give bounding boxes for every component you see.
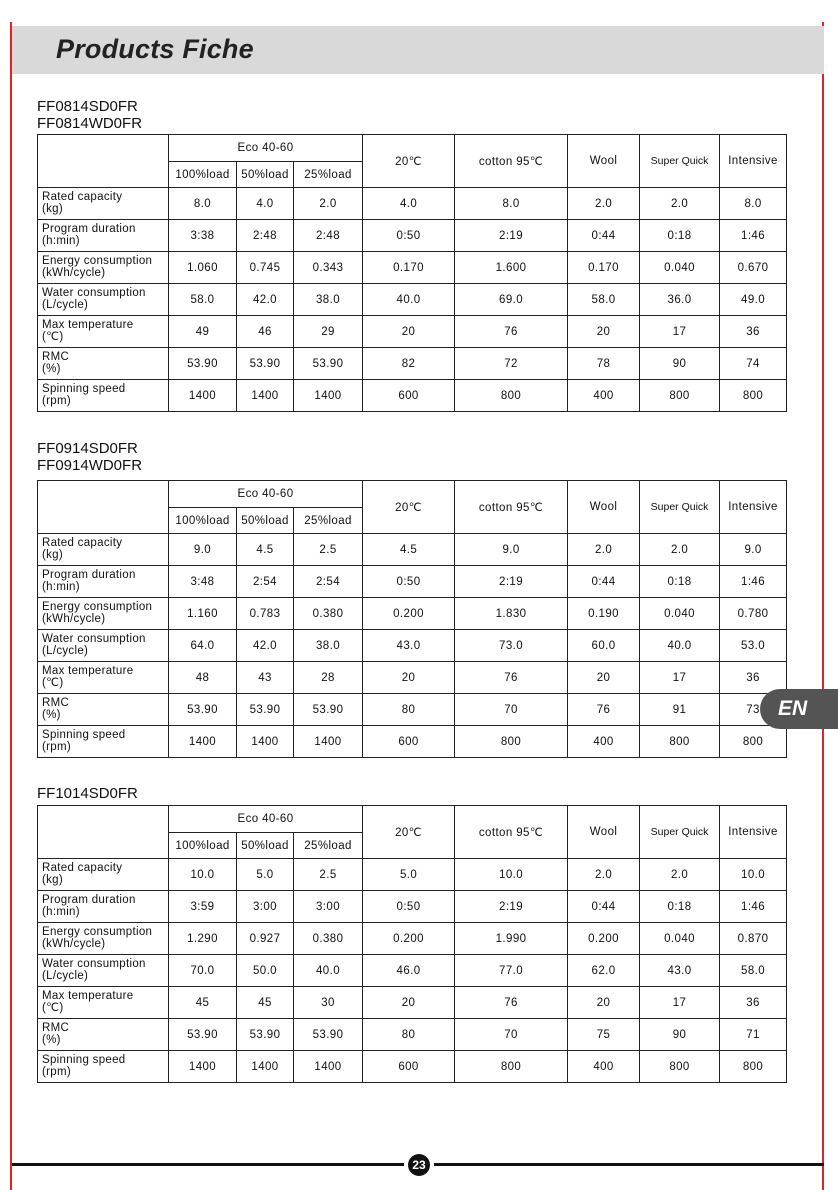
table-cell: 3:00 bbox=[237, 891, 294, 923]
row-label-line: Rated capacity bbox=[42, 537, 123, 549]
table-cell: 0.200 bbox=[363, 598, 455, 630]
row-label-line: Max temperature bbox=[42, 665, 134, 677]
table-cell: 20 bbox=[568, 662, 640, 694]
column-header: 20℃ bbox=[363, 806, 455, 859]
table-cell: 76 bbox=[455, 662, 568, 694]
table-row bbox=[38, 662, 787, 694]
table-row bbox=[38, 380, 787, 412]
table-cell: 43 bbox=[237, 662, 294, 694]
table-cell: 75 bbox=[568, 1019, 640, 1051]
table-cell: 64.0 bbox=[169, 630, 237, 662]
row-label-unit: (%) bbox=[42, 1033, 61, 1046]
table-cell: 53.90 bbox=[237, 694, 294, 726]
table-cell: 76 bbox=[455, 316, 568, 348]
row-label-line: Program duration bbox=[42, 569, 136, 581]
table-cell: 5.0 bbox=[363, 859, 455, 891]
row-label-line: Rated capacity bbox=[42, 862, 123, 874]
table-cell: 0.380 bbox=[294, 598, 363, 630]
table-cell: 1400 bbox=[169, 1051, 237, 1083]
table-cell: 69.0 bbox=[455, 284, 568, 316]
row-label bbox=[38, 987, 169, 1019]
table-cell: 53.90 bbox=[169, 694, 237, 726]
row-label-line: Max temperature bbox=[42, 319, 134, 331]
table-cell: 2.0 bbox=[640, 534, 720, 566]
table-cell: 38.0 bbox=[294, 630, 363, 662]
table-cell: 1400 bbox=[294, 380, 363, 412]
row-label bbox=[38, 859, 169, 891]
column-subheader: 25%load bbox=[294, 162, 363, 188]
column-header: 20℃ bbox=[363, 481, 455, 534]
row-label-line: Spinning speed bbox=[42, 1054, 126, 1066]
column-header-eco: Eco 40-60 bbox=[169, 135, 363, 162]
table-cell: 73.0 bbox=[455, 630, 568, 662]
row-label-unit: (℃) bbox=[42, 1001, 64, 1014]
page-header bbox=[12, 26, 824, 74]
table-cell: 45 bbox=[169, 987, 237, 1019]
row-label-line: Energy consumption bbox=[42, 926, 153, 938]
table-cell: 800 bbox=[640, 726, 720, 758]
table-cell: 8.0 bbox=[455, 188, 568, 220]
table-cell: 2:19 bbox=[455, 220, 568, 252]
table-cell: 0.200 bbox=[363, 923, 455, 955]
row-label bbox=[38, 923, 169, 955]
row-label-line: Program duration bbox=[42, 894, 136, 906]
table-cell: 0.200 bbox=[568, 923, 640, 955]
table-cell: 2.0 bbox=[640, 859, 720, 891]
row-label-line: Spinning speed bbox=[42, 729, 126, 741]
column-subheader: 25%load bbox=[294, 508, 363, 534]
table-cell: 62.0 bbox=[568, 955, 640, 987]
row-label-unit: (rpm) bbox=[42, 740, 71, 753]
products-fiche-table bbox=[37, 805, 787, 1083]
row-label-line: RMC bbox=[42, 697, 70, 709]
table-cell: 0:18 bbox=[640, 566, 720, 598]
table-cell: 0.783 bbox=[237, 598, 294, 630]
table-cell: 0:50 bbox=[363, 891, 455, 923]
table-row bbox=[38, 859, 787, 891]
products-fiche-table bbox=[37, 480, 787, 758]
column-header: Intensive bbox=[720, 481, 787, 534]
table-cell: 71 bbox=[720, 1019, 787, 1051]
row-label-unit: (L/cycle) bbox=[42, 298, 89, 311]
corner-cell bbox=[38, 806, 169, 859]
table-cell: 2.0 bbox=[568, 188, 640, 220]
table-cell: 800 bbox=[455, 380, 568, 412]
row-label-unit: (h:min) bbox=[42, 234, 80, 247]
table-cell: 400 bbox=[568, 380, 640, 412]
table-cell: 4.5 bbox=[237, 534, 294, 566]
table-cell: 9.0 bbox=[169, 534, 237, 566]
row-label-unit: (%) bbox=[42, 708, 61, 721]
table-cell: 0:44 bbox=[568, 220, 640, 252]
table-cell: 1:46 bbox=[720, 220, 787, 252]
table-cell: 53.90 bbox=[294, 1019, 363, 1051]
row-label bbox=[38, 380, 169, 412]
row-label bbox=[38, 252, 169, 284]
table-cell: 8.0 bbox=[720, 188, 787, 220]
table-cell: 53.90 bbox=[294, 348, 363, 380]
row-label bbox=[38, 188, 169, 220]
table-cell: 4.0 bbox=[363, 188, 455, 220]
row-label bbox=[38, 598, 169, 630]
row-label-unit: (kg) bbox=[42, 873, 64, 886]
table-cell: 49.0 bbox=[720, 284, 787, 316]
table-cell: 20 bbox=[568, 316, 640, 348]
table-cell: 2:54 bbox=[237, 566, 294, 598]
table-cell: 80 bbox=[363, 1019, 455, 1051]
model-name: FF0914WD0FR bbox=[37, 457, 143, 474]
column-subheader: 100%load bbox=[169, 162, 237, 188]
table-cell: 4.0 bbox=[237, 188, 294, 220]
model-names-3 bbox=[37, 785, 138, 802]
table-cell: 30 bbox=[294, 987, 363, 1019]
column-subheader: 25%load bbox=[294, 833, 363, 859]
table-cell: 1400 bbox=[294, 1051, 363, 1083]
row-label bbox=[38, 891, 169, 923]
table-cell: 53.90 bbox=[237, 1019, 294, 1051]
footer-rule-left bbox=[12, 1163, 404, 1166]
table-cell: 1400 bbox=[237, 726, 294, 758]
table-cell: 17 bbox=[640, 987, 720, 1019]
table-cell: 2.5 bbox=[294, 534, 363, 566]
row-label-unit: (℃) bbox=[42, 330, 64, 343]
table-row bbox=[38, 188, 787, 220]
table-cell: 0.927 bbox=[237, 923, 294, 955]
table-cell: 1400 bbox=[237, 1051, 294, 1083]
table-cell: 42.0 bbox=[237, 630, 294, 662]
table-cell: 0.040 bbox=[640, 598, 720, 630]
table-cell: 29 bbox=[294, 316, 363, 348]
row-label-unit: (h:min) bbox=[42, 580, 80, 593]
table-cell: 3:38 bbox=[169, 220, 237, 252]
table-cell: 20 bbox=[363, 987, 455, 1019]
column-subheader: 50%load bbox=[237, 833, 294, 859]
table-cell: 1400 bbox=[294, 726, 363, 758]
table-cell: 3:00 bbox=[294, 891, 363, 923]
table-row bbox=[38, 220, 787, 252]
table-cell: 800 bbox=[455, 726, 568, 758]
table-cell: 53.0 bbox=[720, 630, 787, 662]
column-subheader: 100%load bbox=[169, 508, 237, 534]
table-cell: 600 bbox=[363, 380, 455, 412]
table-cell: 800 bbox=[720, 726, 787, 758]
column-header: cotton 95℃ bbox=[455, 806, 568, 859]
table-row bbox=[38, 1051, 787, 1083]
table-cell: 46 bbox=[237, 316, 294, 348]
table-cell: 50.0 bbox=[237, 955, 294, 987]
table-cell: 2.0 bbox=[640, 188, 720, 220]
model-name: FF0814SD0FR bbox=[37, 98, 138, 115]
table-cell: 90 bbox=[640, 1019, 720, 1051]
table-cell: 45 bbox=[237, 987, 294, 1019]
table-cell: 5.0 bbox=[237, 859, 294, 891]
row-label bbox=[38, 955, 169, 987]
row-label-line: Rated capacity bbox=[42, 191, 123, 203]
table-row bbox=[38, 891, 787, 923]
table-cell: 0:44 bbox=[568, 566, 640, 598]
column-header: Wool bbox=[568, 806, 640, 859]
table-row bbox=[38, 284, 787, 316]
table-row bbox=[38, 598, 787, 630]
table-cell: 70.0 bbox=[169, 955, 237, 987]
column-header: Intensive bbox=[720, 135, 787, 188]
table-cell: 43.0 bbox=[640, 955, 720, 987]
table-cell: 20 bbox=[363, 662, 455, 694]
row-label-line: Max temperature bbox=[42, 990, 134, 1002]
table-cell: 800 bbox=[640, 380, 720, 412]
row-label bbox=[38, 662, 169, 694]
table-cell: 74 bbox=[720, 348, 787, 380]
table-cell: 46.0 bbox=[363, 955, 455, 987]
table-cell: 40.0 bbox=[363, 284, 455, 316]
table-cell: 20 bbox=[568, 987, 640, 1019]
row-label bbox=[38, 220, 169, 252]
table-cell: 2:19 bbox=[455, 566, 568, 598]
row-label-line: Water consumption bbox=[42, 287, 146, 299]
table-cell: 0.870 bbox=[720, 923, 787, 955]
column-header: Wool bbox=[568, 135, 640, 188]
table-cell: 43.0 bbox=[363, 630, 455, 662]
table-cell: 0:18 bbox=[640, 220, 720, 252]
row-label-line: Spinning speed bbox=[42, 383, 126, 395]
table-row bbox=[38, 348, 787, 380]
column-header: Intensive bbox=[720, 806, 787, 859]
column-header: cotton 95℃ bbox=[455, 135, 568, 188]
table-cell: 4.5 bbox=[363, 534, 455, 566]
table-cell: 2.5 bbox=[294, 859, 363, 891]
table-cell: 1:46 bbox=[720, 891, 787, 923]
table-cell: 1400 bbox=[237, 380, 294, 412]
row-label-unit: (kWh/cycle) bbox=[42, 266, 106, 279]
table-cell: 1.600 bbox=[455, 252, 568, 284]
table-cell: 0:18 bbox=[640, 891, 720, 923]
table-cell: 90 bbox=[640, 348, 720, 380]
column-header: 20℃ bbox=[363, 135, 455, 188]
table-cell: 0:44 bbox=[568, 891, 640, 923]
table-cell: 17 bbox=[640, 662, 720, 694]
row-label-unit: (h:min) bbox=[42, 905, 80, 918]
table-cell: 2:19 bbox=[455, 891, 568, 923]
table-cell: 400 bbox=[568, 726, 640, 758]
table-cell: 1.160 bbox=[169, 598, 237, 630]
table-cell: 600 bbox=[363, 726, 455, 758]
row-label bbox=[38, 1051, 169, 1083]
column-header: Super Quick bbox=[640, 135, 720, 188]
table-cell: 91 bbox=[640, 694, 720, 726]
model-name: FF1014SD0FR bbox=[37, 785, 138, 802]
table-cell: 1.990 bbox=[455, 923, 568, 955]
table-row bbox=[38, 252, 787, 284]
table-cell: 2:48 bbox=[294, 220, 363, 252]
table-cell: 0.380 bbox=[294, 923, 363, 955]
column-header: cotton 95℃ bbox=[455, 481, 568, 534]
table-cell: 800 bbox=[720, 380, 787, 412]
row-label-line: Water consumption bbox=[42, 958, 146, 970]
table-cell: 10.0 bbox=[169, 859, 237, 891]
table-cell: 36.0 bbox=[640, 284, 720, 316]
table-row bbox=[38, 726, 787, 758]
table-cell: 9.0 bbox=[455, 534, 568, 566]
table-row bbox=[38, 630, 787, 662]
table-cell: 800 bbox=[455, 1051, 568, 1083]
table-cell: 76 bbox=[568, 694, 640, 726]
table-cell: 8.0 bbox=[169, 188, 237, 220]
row-label-unit: (kWh/cycle) bbox=[42, 612, 106, 625]
table-cell: 0.670 bbox=[720, 252, 787, 284]
model-names-2 bbox=[37, 440, 142, 474]
table-cell: 72 bbox=[455, 348, 568, 380]
row-label bbox=[38, 566, 169, 598]
table-cell: 0.343 bbox=[294, 252, 363, 284]
table-cell: 60.0 bbox=[568, 630, 640, 662]
table-cell: 0:50 bbox=[363, 566, 455, 598]
table-cell: 0.745 bbox=[237, 252, 294, 284]
column-subheader: 50%load bbox=[237, 508, 294, 534]
table-cell: 58.0 bbox=[720, 955, 787, 987]
table-cell: 76 bbox=[455, 987, 568, 1019]
table-cell: 400 bbox=[568, 1051, 640, 1083]
row-label bbox=[38, 630, 169, 662]
column-header-eco: Eco 40-60 bbox=[169, 481, 363, 508]
table-cell: 10.0 bbox=[455, 859, 568, 891]
row-label-line: Energy consumption bbox=[42, 255, 153, 267]
row-label-line: RMC bbox=[42, 351, 70, 363]
row-label bbox=[38, 726, 169, 758]
table-cell: 600 bbox=[363, 1051, 455, 1083]
language-tab: EN bbox=[760, 689, 838, 729]
row-label-unit: (L/cycle) bbox=[42, 969, 89, 982]
table-cell: 70 bbox=[455, 694, 568, 726]
products-fiche-table bbox=[37, 134, 787, 412]
table-cell: 53.90 bbox=[169, 348, 237, 380]
row-label-line: Program duration bbox=[42, 223, 136, 235]
table-cell: 20 bbox=[363, 316, 455, 348]
table-cell: 1400 bbox=[169, 380, 237, 412]
row-label-line: RMC bbox=[42, 1022, 70, 1034]
table-cell: 1400 bbox=[169, 726, 237, 758]
table-cell: 58.0 bbox=[169, 284, 237, 316]
table-cell: 800 bbox=[720, 1051, 787, 1083]
model-names-1 bbox=[37, 98, 142, 132]
table-cell: 2.0 bbox=[568, 534, 640, 566]
table-cell: 40.0 bbox=[640, 630, 720, 662]
column-header: Super Quick bbox=[640, 481, 720, 534]
row-label-line: Energy consumption bbox=[42, 601, 153, 613]
page-title: Products Fiche bbox=[56, 34, 254, 64]
column-subheader: 50%load bbox=[237, 162, 294, 188]
row-label bbox=[38, 1019, 169, 1051]
table-row bbox=[38, 316, 787, 348]
table-cell: 77.0 bbox=[455, 955, 568, 987]
table-cell: 2.0 bbox=[294, 188, 363, 220]
row-label bbox=[38, 316, 169, 348]
table-row bbox=[38, 694, 787, 726]
table-cell: 2:54 bbox=[294, 566, 363, 598]
row-label bbox=[38, 348, 169, 380]
table-cell: 42.0 bbox=[237, 284, 294, 316]
table-row bbox=[38, 987, 787, 1019]
table-row bbox=[38, 923, 787, 955]
row-label-unit: (%) bbox=[42, 362, 61, 375]
corner-cell bbox=[38, 481, 169, 534]
model-name: FF0814WD0FR bbox=[37, 115, 143, 132]
footer-rule-right bbox=[434, 1163, 824, 1166]
table-cell: 58.0 bbox=[568, 284, 640, 316]
table-cell: 17 bbox=[640, 316, 720, 348]
table-cell: 0:50 bbox=[363, 220, 455, 252]
table-cell: 2.0 bbox=[568, 859, 640, 891]
table-cell: 49 bbox=[169, 316, 237, 348]
table-row bbox=[38, 955, 787, 987]
row-label-line: Water consumption bbox=[42, 633, 146, 645]
table-cell: 1.830 bbox=[455, 598, 568, 630]
table-cell: 9.0 bbox=[720, 534, 787, 566]
table-cell: 70 bbox=[455, 1019, 568, 1051]
table-cell: 0.040 bbox=[640, 923, 720, 955]
table-row bbox=[38, 1019, 787, 1051]
corner-cell bbox=[38, 135, 169, 188]
table-cell: 0.170 bbox=[568, 252, 640, 284]
column-header: Super Quick bbox=[640, 806, 720, 859]
column-subheader: 100%load bbox=[169, 833, 237, 859]
table-cell: 28 bbox=[294, 662, 363, 694]
row-label-unit: (℃) bbox=[42, 676, 64, 689]
table-cell: 82 bbox=[363, 348, 455, 380]
table-cell: 53.90 bbox=[294, 694, 363, 726]
row-label-unit: (L/cycle) bbox=[42, 644, 89, 657]
column-header: Wool bbox=[568, 481, 640, 534]
table-cell: 10.0 bbox=[720, 859, 787, 891]
table-cell: 53.90 bbox=[237, 348, 294, 380]
row-label bbox=[38, 534, 169, 566]
row-label-unit: (kWh/cycle) bbox=[42, 937, 106, 950]
table-cell: 800 bbox=[640, 1051, 720, 1083]
table-cell: 3:59 bbox=[169, 891, 237, 923]
page-number: 23 bbox=[408, 1154, 430, 1176]
table-cell: 1.290 bbox=[169, 923, 237, 955]
table-cell: 48 bbox=[169, 662, 237, 694]
table-cell: 36 bbox=[720, 662, 787, 694]
model-name: FF0914SD0FR bbox=[37, 440, 138, 457]
table-cell: 78 bbox=[568, 348, 640, 380]
table-cell: 0.780 bbox=[720, 598, 787, 630]
table-cell: 1.060 bbox=[169, 252, 237, 284]
table-cell: 40.0 bbox=[294, 955, 363, 987]
row-label-unit: (kg) bbox=[42, 548, 64, 561]
table-cell: 0.040 bbox=[640, 252, 720, 284]
table-cell: 0.170 bbox=[363, 252, 455, 284]
table-cell: 80 bbox=[363, 694, 455, 726]
table-cell: 0.190 bbox=[568, 598, 640, 630]
table-cell: 38.0 bbox=[294, 284, 363, 316]
row-label bbox=[38, 284, 169, 316]
table-cell: 1:46 bbox=[720, 566, 787, 598]
table-row bbox=[38, 566, 787, 598]
table-cell: 73 bbox=[720, 694, 787, 726]
table-cell: 2:48 bbox=[237, 220, 294, 252]
row-label bbox=[38, 694, 169, 726]
row-label-unit: (kg) bbox=[42, 202, 64, 215]
table-cell: 36 bbox=[720, 987, 787, 1019]
column-header-eco: Eco 40-60 bbox=[169, 806, 363, 833]
table-cell: 36 bbox=[720, 316, 787, 348]
table-cell: 53.90 bbox=[169, 1019, 237, 1051]
table-row bbox=[38, 534, 787, 566]
row-label-unit: (rpm) bbox=[42, 1065, 71, 1078]
row-label-unit: (rpm) bbox=[42, 394, 71, 407]
table-cell: 3:48 bbox=[169, 566, 237, 598]
